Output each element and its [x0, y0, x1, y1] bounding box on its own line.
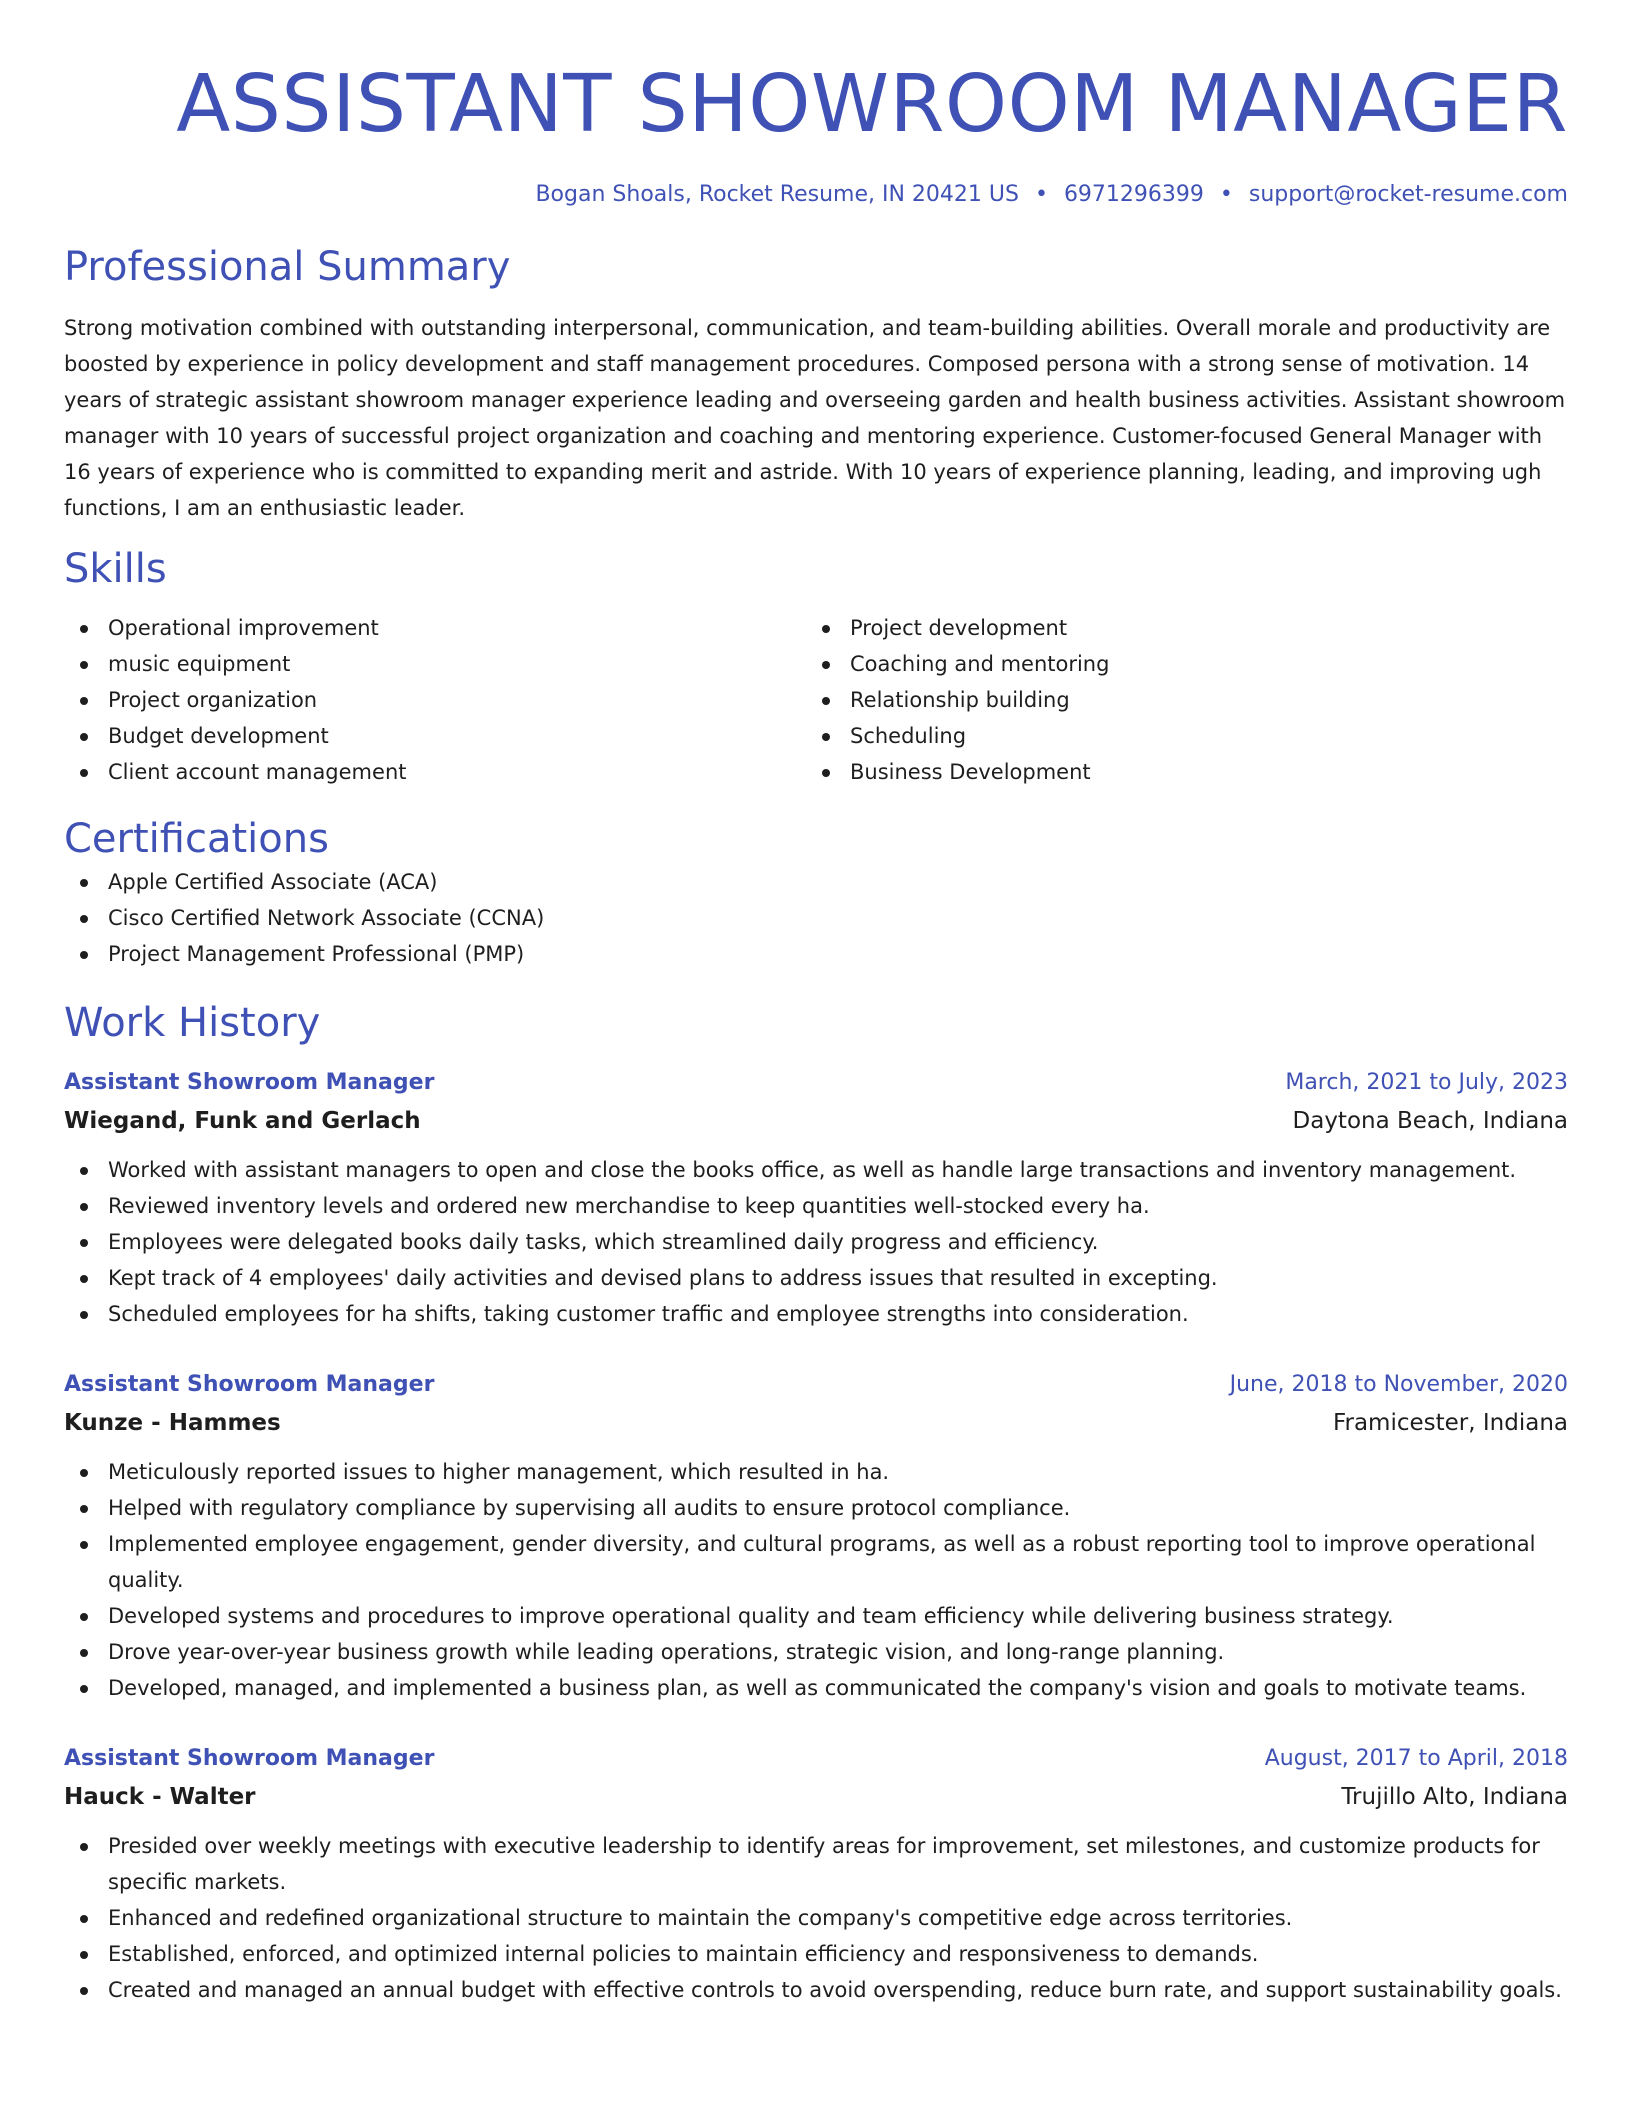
job-duty-item	[64, 1900, 1568, 1936]
skill-item-text: Business Development	[850, 760, 1091, 784]
job-company-row	[64, 1778, 1568, 1816]
bullet-dot-icon	[80, 1987, 88, 1995]
summary-text: Strong motivation combined with outstanding interpersonal, communication, and team-building abilities. Overall morale and productivity are boosted by experience in policy development and staff management procedures. Composed persona with a strong sense of motivation. 14 years of strategic assistant showroom manager experience leading and overseeing garden and health business activities. Assistant showroom manager with 10 years of successful project organization and coaching and mentoring experience. Customer-focused General Manager with 16 years of experience who is committed to expanding merit and astride. With 10 years of experience planning, leading, and improving ugh functions, I am an enthusiastic leader.	[64, 316, 1566, 520]
job-duties-list	[64, 1828, 1568, 2008]
job-duty-item	[64, 1224, 1568, 1260]
skill-item	[806, 610, 1548, 646]
bullet-dot-icon	[80, 733, 88, 741]
job-duty-item	[64, 1634, 1568, 1670]
certification-item	[64, 900, 1568, 936]
skill-item-text: Relationship building	[850, 688, 1070, 712]
bullet-dot-icon	[80, 1505, 88, 1513]
bullet-dot-icon	[80, 697, 88, 705]
job-company-row	[64, 1404, 1568, 1442]
skills-grid	[64, 610, 1568, 790]
bullet-dot-icon	[80, 1685, 88, 1693]
job-duty-item	[64, 1152, 1568, 1188]
job-duty-item	[64, 1296, 1568, 1332]
job-duty-item	[64, 1490, 1568, 1526]
job-duty-item	[64, 1972, 1568, 2008]
job-company: Wiegand, Funk and Gerlach	[64, 1108, 421, 1134]
certifications-list	[64, 864, 1568, 972]
skills-column-left	[64, 610, 806, 790]
job-entry	[64, 1740, 1568, 2008]
job-entry	[64, 1064, 1568, 1332]
bullet-dot-icon	[80, 1843, 88, 1851]
job-header-row	[64, 1366, 1568, 1404]
bullet-dot-icon	[822, 661, 830, 669]
job-title: Assistant Showroom Manager	[64, 1070, 435, 1095]
skills-list-left	[64, 610, 806, 790]
bullet-dot-icon	[80, 1469, 88, 1477]
contact-address: Bogan Shoals, Rocket Resume, IN 20421 US	[535, 182, 1019, 207]
job-location: Framicester, Indiana	[1332, 1410, 1568, 1436]
bullet-dot-icon	[822, 625, 830, 633]
bullet-dot-icon	[822, 769, 830, 777]
job-duty-item	[64, 1454, 1568, 1490]
contact-email: support@rocket-resume.com	[1248, 182, 1568, 207]
bullet-dot-icon	[80, 1167, 88, 1175]
skill-item	[64, 610, 806, 646]
job-duty-item-text: Implemented employee engagement, gender diversity, and cultural programs, as well as a robust reporting tool to improve operational quality.	[108, 1532, 1536, 1592]
job-location: Trujillo Alto, Indiana	[1341, 1784, 1568, 1810]
job-company: Kunze - Hammes	[64, 1410, 281, 1436]
job-duty-item-text: Established, enforced, and optimized internal policies to maintain efficiency and responsiveness to demands.	[108, 1942, 1259, 1966]
skill-item-text: Coaching and mentoring	[850, 652, 1110, 676]
skill-item-text: Scheduling	[850, 724, 967, 748]
bullet-dot-icon	[822, 733, 830, 741]
job-duty-item-text: Reviewed inventory levels and ordered new merchandise to keep quantities well-stocked every ha.	[108, 1194, 1150, 1218]
skill-item	[806, 754, 1548, 790]
bullet-dot-icon	[80, 915, 88, 923]
job-company-row	[64, 1102, 1568, 1140]
certifications-heading: Certifications	[64, 816, 329, 862]
skill-item	[64, 718, 806, 754]
skill-item-text: music equipment	[108, 652, 291, 676]
certification-item	[64, 864, 1568, 900]
job-duty-item-text: Developed, managed, and implemented a business plan, as well as communicated the company's vision and goals to motivate teams.	[108, 1676, 1527, 1700]
skill-item	[806, 646, 1548, 682]
job-duty-item-text: Employees were delegated books daily tasks, which streamlined daily progress and efficiency.	[108, 1230, 1099, 1254]
skill-item	[64, 646, 806, 682]
bullet-dot-icon	[80, 1275, 88, 1283]
bullet-dot-icon	[822, 697, 830, 705]
certification-item-text: Project Management Professional (PMP)	[108, 942, 525, 966]
contact-separator: •	[1034, 182, 1048, 207]
job-duty-item	[64, 1828, 1568, 1900]
job-duty-item	[64, 1598, 1568, 1634]
skill-item-text: Project development	[850, 616, 1068, 640]
resume-page	[64, 0, 1568, 2008]
bullet-dot-icon	[80, 1951, 88, 1959]
work-history-heading: Work History	[64, 1000, 321, 1046]
bullet-dot-icon	[80, 1239, 88, 1247]
job-duty-item-text: Helped with regulatory compliance by supervising all audits to ensure protocol compliance.	[108, 1496, 1071, 1520]
job-duty-item-text: Kept track of 4 employees' daily activities and devised plans to address issues that resulted in excepting.	[108, 1266, 1218, 1290]
job-title: Assistant Showroom Manager	[64, 1746, 435, 1771]
bullet-dot-icon	[80, 1541, 88, 1549]
contact-phone: 6971296399	[1063, 182, 1204, 207]
certification-item-text: Cisco Certified Network Associate (CCNA)	[108, 906, 545, 930]
bullet-dot-icon	[80, 661, 88, 669]
bullet-dot-icon	[80, 1311, 88, 1319]
skills-column-right	[806, 610, 1548, 790]
job-duty-item-text: Enhanced and redefined organizational structure to maintain the company's competitive edge across territories.	[108, 1906, 1293, 1930]
bullet-dot-icon	[80, 1613, 88, 1621]
job-title: Assistant Showroom Manager	[64, 1372, 435, 1397]
skill-item-text: Budget development	[108, 724, 329, 748]
bullet-dot-icon	[80, 951, 88, 959]
skill-item-text: Project organization	[108, 688, 318, 712]
job-entry	[64, 1366, 1568, 1706]
job-duty-item	[64, 1260, 1568, 1296]
bullet-dot-icon	[80, 1915, 88, 1923]
job-duty-item	[64, 1188, 1568, 1224]
job-duties-list	[64, 1152, 1568, 1332]
job-duty-item-text: Scheduled employees for ha shifts, taking customer traffic and employee strengths into consideration.	[108, 1302, 1189, 1326]
certification-item-text: Apple Certified Associate (ACA)	[108, 870, 438, 894]
job-dates: March, 2021 to July, 2023	[1285, 1070, 1568, 1095]
bullet-dot-icon	[80, 1203, 88, 1211]
skill-item	[806, 718, 1548, 754]
job-dates: August, 2017 to April, 2018	[1264, 1746, 1568, 1771]
skill-item	[64, 754, 806, 790]
certification-item	[64, 936, 1568, 972]
skill-item	[64, 682, 806, 718]
job-company: Hauck - Walter	[64, 1784, 256, 1810]
bullet-dot-icon	[80, 769, 88, 777]
job-duty-item-text: Meticulously reported issues to higher management, which resulted in ha.	[108, 1460, 890, 1484]
summary-heading: Professional Summary	[64, 244, 511, 290]
skills-heading: Skills	[64, 546, 167, 592]
job-duty-item-text: Drove year-over-year business growth while leading operations, strategic vision, and long-range planning.	[108, 1640, 1225, 1664]
bullet-dot-icon	[80, 1649, 88, 1657]
bullet-dot-icon	[80, 625, 88, 633]
skill-item	[806, 682, 1548, 718]
contact-separator: •	[1219, 182, 1233, 207]
job-duty-item-text: Presided over weekly meetings with executive leadership to identify areas for improvement, set milestones, and customize products for specific markets.	[108, 1834, 1540, 1894]
job-location: Daytona Beach, Indiana	[1292, 1108, 1568, 1134]
job-header-row	[64, 1740, 1568, 1778]
job-dates: June, 2018 to November, 2020	[1229, 1372, 1568, 1397]
skill-item-text: Operational improvement	[108, 616, 379, 640]
job-duty-item-text: Worked with assistant managers to open and close the books office, as well as handle large transactions and inventory management.	[108, 1158, 1517, 1182]
job-header-row	[64, 1064, 1568, 1102]
job-duty-item	[64, 1526, 1568, 1598]
resume-name-heading: ASSISTANT SHOWROOM MANAGER	[176, 58, 1568, 150]
job-duty-item	[64, 1670, 1568, 1706]
job-duties-list	[64, 1454, 1568, 1706]
skills-list-right	[806, 610, 1548, 790]
bullet-dot-icon	[80, 879, 88, 887]
job-duty-item	[64, 1936, 1568, 1972]
skill-item-text: Client account management	[108, 760, 407, 784]
contact-line	[64, 180, 1568, 210]
job-duty-item-text: Created and managed an annual budget with effective controls to avoid overspending, reduce burn rate, and support sustainability goals.	[108, 1978, 1562, 2002]
job-duty-item-text: Developed systems and procedures to improve operational quality and team efficiency while delivering business strategy.	[108, 1604, 1394, 1628]
